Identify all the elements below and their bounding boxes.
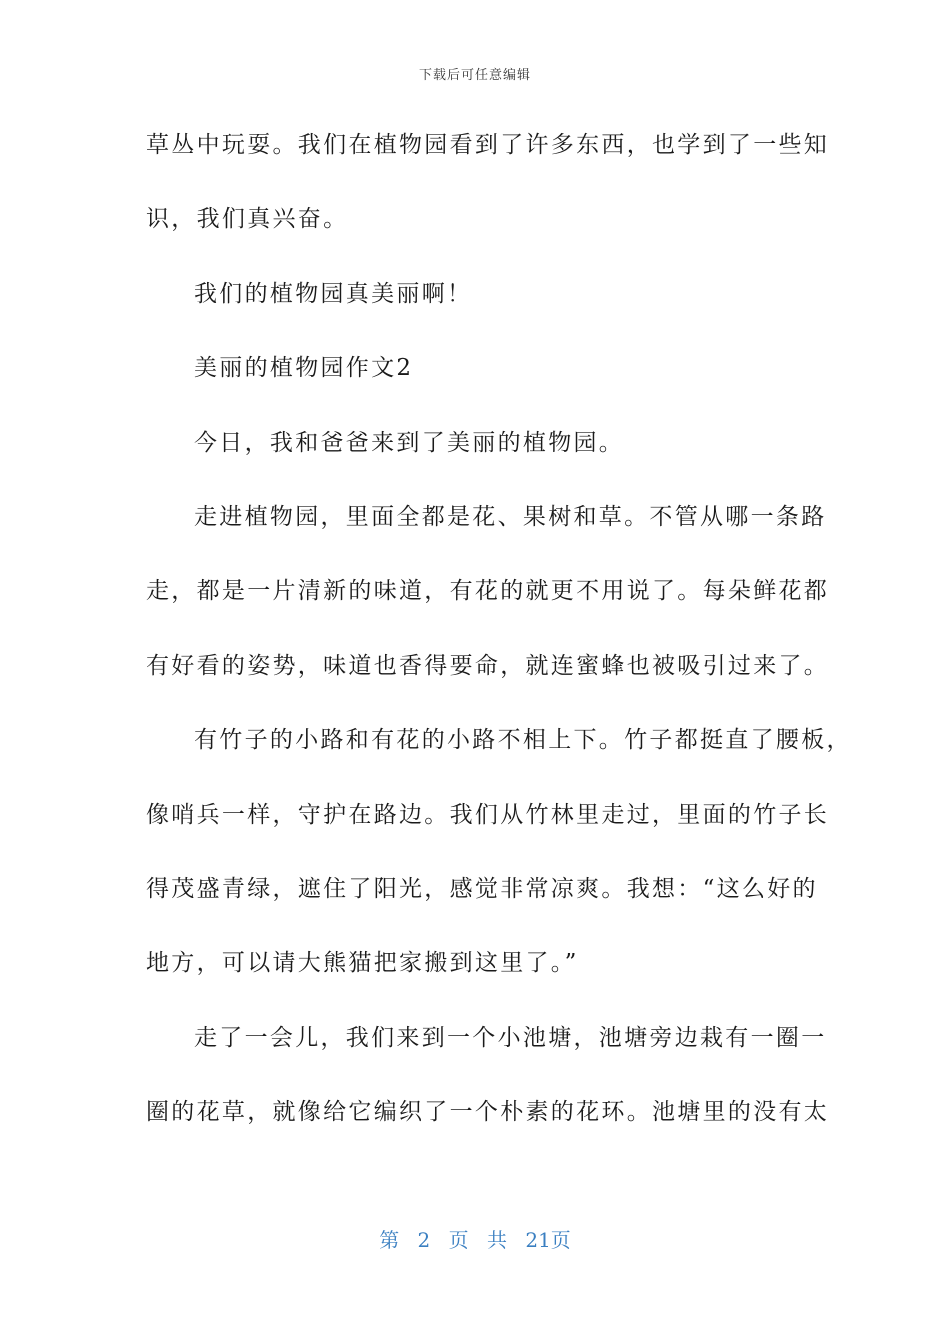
section-title: 美丽的植物园作文2 [194, 355, 414, 382]
text-line: 草丛中玩耍。我们在植物园看到了许多东西，也学到了一些知 [146, 132, 830, 158]
text-line: 走，都是一片清新的味道，有花的就更不用说了。每朵鲜花都 [146, 578, 830, 605]
text-line: 圈的花草，就像给它编织了一个朴素的花环。池塘里的没有太 [146, 1099, 830, 1126]
footer-current-page: 2 [417, 1228, 431, 1252]
footer-total-label: 共 [487, 1228, 507, 1252]
text-line: 得茂盛青绿，遮住了阳光，感觉非常凉爽。我想：“这么好的 [146, 875, 818, 902]
text-line: 今日，我和爸爸来到了美丽的植物园。 [194, 429, 625, 456]
text-line: 有好看的姿势，味道也香得要命，就连蜜蜂也被吸引过来了。 [146, 652, 830, 679]
footer-unit-label: 页 [448, 1228, 469, 1252]
text-line: 走进植物园，里面全都是花、果树和草。不管从哪一条路 [194, 503, 827, 530]
text-line: 地方，可以请大熊猫把家搬到这里了。” [146, 950, 579, 977]
footer-total-pages: 21页 [525, 1228, 571, 1252]
text-line: 我们的植物园真美丽啊！ [194, 280, 473, 307]
document-body [146, 118, 852, 1159]
page-footer [0, 1224, 950, 1253]
text-line: 走了一会儿，我们来到一个小池塘，池塘旁边栽有一圈一 [194, 1024, 827, 1051]
text-line: 有竹子的小路和有花的小路不相上下。竹子都挺直了腰板， [194, 727, 852, 754]
text-line: 识，我们真兴奋。 [146, 206, 349, 233]
text-line: 像哨兵一样，守护在路边。我们从竹林里走过，里面的竹子长 [146, 801, 830, 828]
page-header: 下载后可任意编辑 [418, 68, 531, 83]
footer-page-label: 第 [379, 1228, 400, 1252]
